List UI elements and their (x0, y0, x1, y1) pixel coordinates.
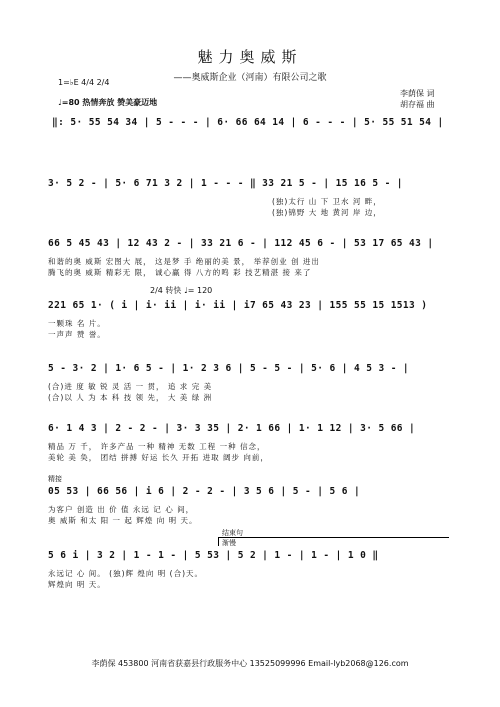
score-line-4-lyric-1: 一颗珠 名 片。 (48, 319, 106, 328)
score-line-8-lyric-1: 永远记 心 间。 (独)辉 煌向 明 (合)天。 (48, 569, 204, 578)
score-line-8-lyric-2: 辉煌向 明 天。 (48, 580, 106, 589)
ending-bracket (218, 537, 449, 546)
score-line-7-lyric-1: 为客户 创造 出 价 值 永远 记 心 间， (48, 505, 195, 514)
score-line-4-notes: 221 65 1· ( i | i· ii | i· ii | i7 65 43 23 | 155 55 15 1513 ) (48, 300, 428, 311)
mark-jieshu: 结束句 (222, 529, 243, 537)
song-title: 魅力奥威斯 (197, 48, 303, 66)
key-signature: 1=♭E 4/4 2/4 (58, 78, 110, 87)
score-line-6-lyric-1: 精品 万 千， 许多产品 一种 精神 无数 工程 一种 信念， (48, 442, 266, 451)
score-line-2-notes: 3· 5 2 - | 5· 6 71 3 2 | 1 - - - ‖ 33 21 5 - | 15 16 5 - | (48, 178, 403, 189)
tempo-marking: ♩=80 热情奔放 赞美豪迈地 (58, 98, 158, 107)
tempo-change: 2/4 转快 ♩= 120 (150, 286, 213, 295)
lyricist-credit: 李荫保 词 (400, 89, 435, 98)
contact-footer: 李荫保 453800 河南省获嘉县行政服务中心 13525099996 Email-lyb2068@126.com (91, 659, 409, 668)
score-line-7-lyric-2: 奥 威斯 和太 阳 一 起 辉煌 向 明 天。 (48, 516, 198, 525)
composer-credit: 胡存福 曲 (400, 100, 435, 109)
score-line-7-notes: 05 53 | 66 56 | i 6 | 2 - 2 - | 3 5 6 | 5 - | 5 6 | (48, 486, 361, 497)
score-line-2-lyric-1: (独)太行 山 下 卫水 河 畔， (272, 197, 382, 206)
score-line-1-notes: ‖: 5· 55 54 34 | 5 - - - | 6· 66 64 14 | 6 - - - | 5· 55 51 54 | (52, 117, 444, 128)
score-line-5-lyric-2: (合)以 人 为 本 科 技 领 先， 大 美 绿 洲 (48, 393, 213, 402)
score-line-5-lyric-1: (合)进 度 敏 锐 灵 活 一 贯， 追 求 完 美 (48, 382, 213, 391)
score-line-3-notes: 66 5 45 43 | 12 43 2 - | 33 21 6 - | 112 45 6 - | 53 17 65 43 | (48, 238, 434, 249)
score-line-4-lyric-2: 一声声 赞 誉。 (48, 330, 106, 339)
song-subtitle: ——奥威斯企业（河南）有限公司之歌 (173, 73, 327, 83)
score-line-5-notes: 5 - 3· 2 | 1· 6 5 - | 1· 2 3 6 | 5 - 5 - | 5· 6 | 4 5 3 - | (48, 363, 410, 374)
mark-lianbo: 渐慢 (222, 539, 236, 547)
mark-jingxian: 精接 (48, 475, 62, 483)
score-line-6-notes: 6· 1 4 3 | 2 - 2 - | 3· 3 35 | 2· 1 66 | 1· 1 12 | 3· 5 66 | (48, 423, 416, 434)
score-line-8-notes: 5 6 i | 3 2 | 1 - 1 - | 5 53 | 5 2 | 1 - | 1 - | 1 0 ‖ (48, 550, 379, 561)
score-line-3-lyric-2: 腾飞的奥 威斯 精彩无 限， 诚心赢 得 八方的鸣 彩 技艺精湛 接 来了 (48, 268, 312, 277)
score-line-6-lyric-2: 美轮 美 奂， 团结 拼搏 好运 长久 开拓 进取 阔步 向前， (48, 453, 269, 462)
score-line-2-lyric-2: (独)锦野 大 地 黄河 岸 边， (272, 208, 382, 217)
score-line-3-lyric-1: 和谐的奥 威斯 宏图大 展， 这是梦 手 绝丽的美 景， 举荐创业 创 进出 (48, 257, 320, 266)
